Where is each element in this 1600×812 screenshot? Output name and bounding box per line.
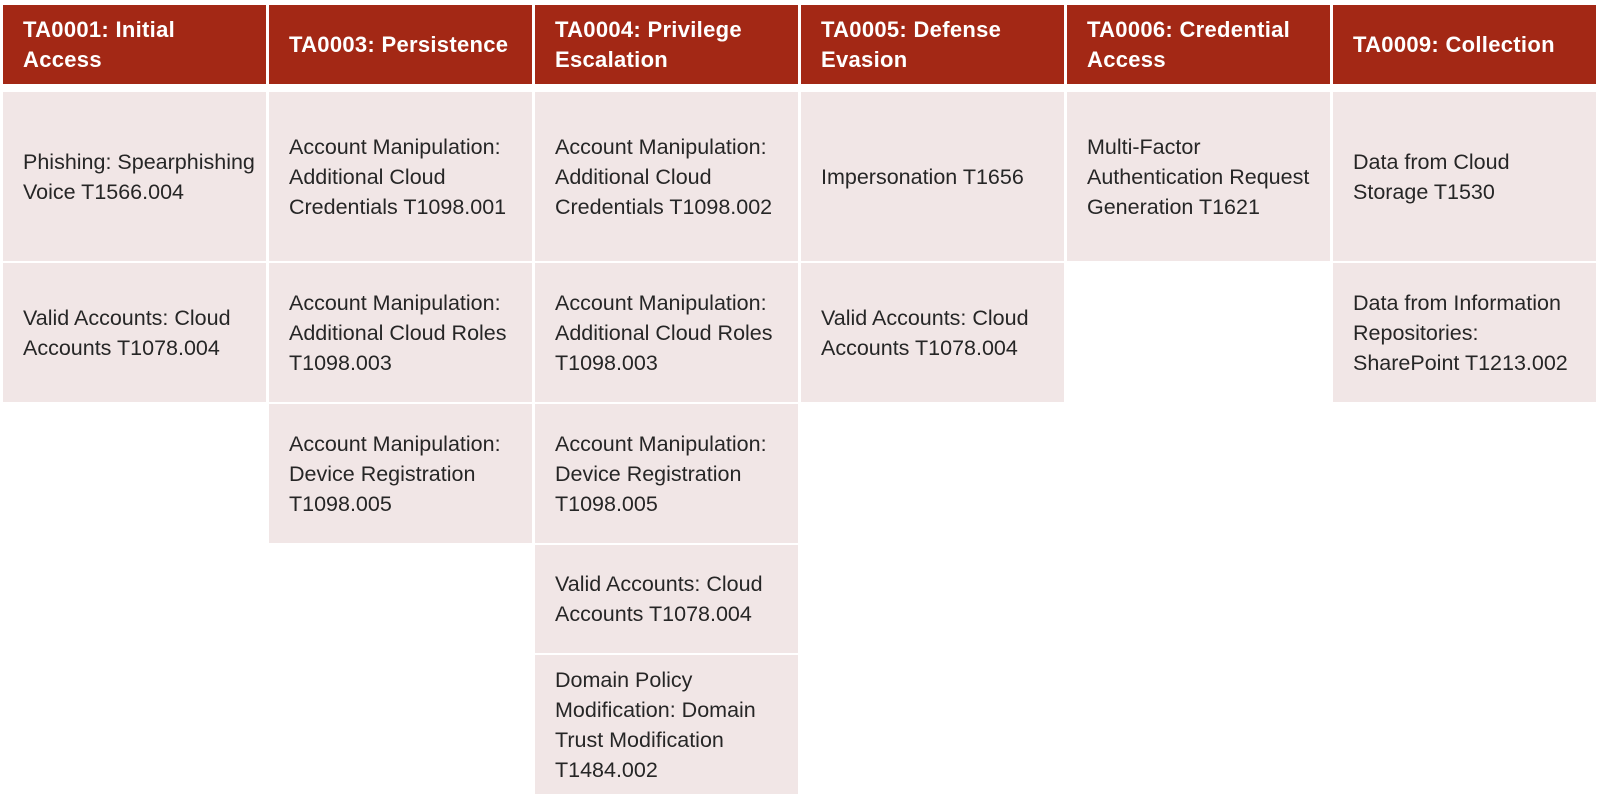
technique-label: Account Manipulation: Additional Cloud Credentials T1098.001 [289, 134, 507, 219]
technique-cell [3, 92, 266, 261]
tactic-header-label: TA0004: Privilege Escalation [555, 16, 742, 72]
tactic-header-label: TA0003: Persistence [289, 31, 509, 57]
tactic-header-label: TA0001: Initial Access [23, 16, 176, 72]
technique-label: Data from Cloud Storage T1530 [1353, 149, 1510, 204]
technique-label: Domain Policy Modification: Domain Trust Modification T1484.002 [555, 667, 756, 782]
technique-label: Valid Accounts: Cloud Accounts T1078.004 [555, 572, 763, 626]
tactic-header [1333, 5, 1596, 84]
technique-label: Phishing: Spearphishing Voice T1566.004 [23, 149, 255, 204]
technique-cell [535, 545, 798, 653]
technique-label: Multi-Factor Authentication Request Generation T1621 [1087, 134, 1310, 219]
tactic-header [1067, 5, 1330, 84]
technique-label: Valid Accounts: Cloud Accounts T1078.004 [821, 305, 1029, 360]
technique-cell [535, 655, 798, 794]
technique-cell [801, 92, 1064, 261]
technique-label: Impersonation T1656 [821, 164, 1024, 189]
technique-cell [269, 263, 532, 402]
technique-cell [1067, 92, 1330, 261]
technique-cell [3, 263, 266, 402]
technique-label: Valid Accounts: Cloud Accounts T1078.004 [23, 305, 231, 360]
technique-label: Data from Information Repositories: SharePoint T1213.002 [1353, 290, 1568, 375]
technique-label: Account Manipulation: Device Registration T1098.005 [555, 431, 767, 516]
technique-cell [1333, 263, 1596, 402]
technique-cell [269, 92, 532, 261]
tactic-header [535, 5, 798, 84]
technique-label: Account Manipulation: Device Registration T1098.005 [289, 431, 501, 516]
technique-cell [1333, 92, 1596, 261]
tactic-header [801, 5, 1064, 84]
technique-cell [535, 92, 798, 261]
tactic-header-label: TA0006: Credential Access [1087, 16, 1291, 72]
tactic-header-label: TA0009: Collection [1353, 31, 1555, 57]
technique-label: Account Manipulation: Additional Cloud Roles T1098.003 [555, 290, 773, 375]
tactic-header [269, 5, 532, 84]
technique-cell [801, 263, 1064, 402]
tactic-header [3, 5, 266, 84]
technique-label: Account Manipulation: Additional Cloud Roles T1098.003 [289, 290, 507, 375]
tactic-header-label: TA0005: Defense Evasion [821, 16, 1002, 72]
technique-cell [269, 404, 532, 543]
technique-cell [535, 263, 798, 402]
technique-label: Account Manipulation: Additional Cloud Credentials T1098.002 [555, 134, 773, 219]
technique-cell [535, 404, 798, 543]
